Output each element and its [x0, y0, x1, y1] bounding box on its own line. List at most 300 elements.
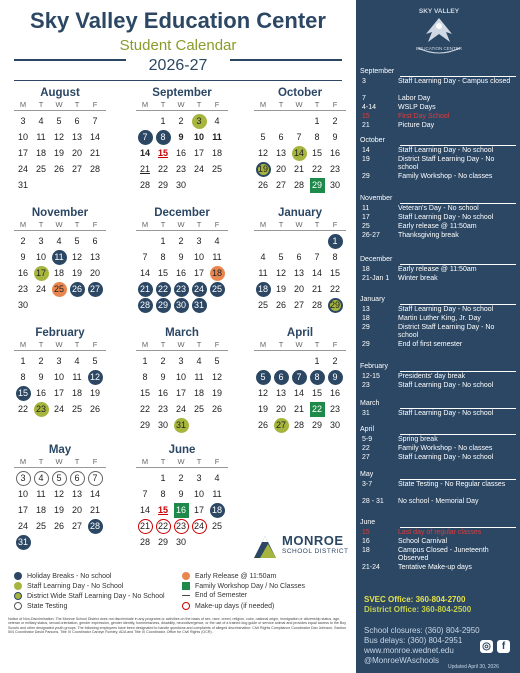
day-cell: 11: [258, 268, 268, 278]
event-text: District Staff Learning Day - No school: [398, 324, 495, 339]
legend-item: [14, 602, 67, 610]
day-cell: 12: [211, 372, 222, 382]
day-cell: 27: [293, 300, 304, 310]
day-cell: 10: [193, 132, 204, 142]
weekday-label: M: [141, 100, 149, 109]
day-cell: 31: [174, 418, 189, 433]
weekday-header: [136, 220, 228, 231]
weekday-header: [136, 340, 228, 351]
weekday-label: F: [214, 457, 220, 466]
weekday-header: [14, 100, 106, 111]
day-cell: 11: [212, 132, 222, 142]
event-date: 21-24: [362, 564, 380, 571]
day-cell: 22: [310, 402, 325, 417]
website-link[interactable]: www.monroe.wednet.edu: [364, 646, 454, 655]
events-month-rule: [400, 304, 516, 305]
day-cell: 5: [214, 356, 220, 366]
day-cell: 3: [56, 356, 62, 366]
event-text: Thanksgiving break: [398, 232, 459, 239]
day-cell: 6: [278, 132, 284, 142]
events-month-rule: [400, 434, 516, 435]
day-cell: 23: [174, 282, 189, 297]
day-cell: 7: [92, 116, 98, 126]
day-cell: 2: [38, 356, 44, 366]
event-text: Picture Day: [398, 122, 435, 129]
weekday-label: M: [19, 340, 27, 349]
day-cell: 10: [17, 132, 28, 142]
legend-swatch-icon: [14, 592, 22, 600]
event-text: Staff Learning Day - No school: [398, 382, 494, 389]
day-cell: 8: [156, 130, 171, 145]
day-cell: 1: [314, 356, 320, 366]
month-name: December: [154, 207, 210, 219]
day-cell: 20: [71, 148, 82, 158]
weekday-label: W: [295, 100, 303, 109]
weekday-label: T: [160, 100, 166, 109]
day-cell: 12: [257, 388, 268, 398]
events-month-heading: May: [360, 471, 374, 478]
weekday-label: M: [19, 100, 27, 109]
day-cell: 29: [157, 180, 168, 190]
day-cell: 30: [174, 298, 189, 313]
day-cell: 16: [174, 503, 189, 518]
weekday-label: F: [92, 457, 98, 466]
legend-swatch-icon: [182, 582, 190, 590]
day-cell: 14: [139, 505, 150, 515]
event-date: 13: [362, 306, 370, 313]
day-cell: 22: [329, 284, 340, 294]
day-cell: 11: [72, 372, 82, 382]
day-cell: 26: [275, 300, 286, 310]
day-cell: 4: [74, 356, 80, 366]
day-cell: 2: [332, 356, 338, 366]
mountain-logo-icon: [252, 530, 278, 560]
month-name: February: [35, 327, 85, 339]
event-date: 23: [362, 382, 370, 389]
day-cell: 24: [35, 284, 46, 294]
weekday-label: T: [278, 220, 284, 229]
day-cell: 2: [20, 236, 26, 246]
event-text: Spring break: [398, 436, 438, 443]
event-text: Last day of regular classes: [398, 529, 482, 536]
day-cell: 11: [212, 252, 222, 262]
title-rule-right: [230, 59, 342, 61]
day-cell: 28: [293, 180, 304, 190]
weekday-label: T: [74, 100, 80, 109]
day-cell: 31: [192, 298, 207, 313]
weekday-label: M: [259, 340, 267, 349]
day-cell: 22: [311, 164, 322, 174]
weekday-label: T: [196, 340, 202, 349]
day-cell: 13: [293, 268, 304, 278]
day-cell: 4: [260, 252, 266, 262]
day-cell: 22: [157, 164, 168, 174]
day-cell: 27: [274, 418, 289, 433]
day-cell: 21: [138, 282, 153, 297]
weekday-label: W: [55, 220, 63, 229]
event-date: 21: [362, 122, 370, 129]
event-text: Family Workshop - No classes: [398, 445, 493, 452]
day-grid: [254, 114, 346, 194]
day-cell: 17: [193, 505, 204, 515]
bus-delays-phone: Bus delays: (360) 804-2951: [364, 636, 463, 645]
day-cell: 9: [178, 489, 184, 499]
day-cell: 18: [210, 503, 225, 518]
event-text: Staff Learning Day - No school: [398, 214, 494, 221]
event-date: 29: [362, 173, 370, 180]
legend-label: End of Semester: [195, 592, 248, 599]
day-cell: 1: [328, 234, 343, 249]
day-cell: 2: [160, 356, 166, 366]
day-cell: 1: [160, 236, 166, 246]
weekday-header: [254, 100, 346, 111]
weekday-label: W: [295, 220, 303, 229]
day-cell: 7: [138, 130, 153, 145]
weekday-label: W: [55, 340, 63, 349]
day-cell: 14: [292, 146, 307, 161]
day-cell: 16: [157, 388, 168, 398]
events-month-heading: April: [360, 426, 375, 433]
event-date: 18: [362, 266, 370, 273]
day-cell: 5: [260, 132, 266, 142]
day-cell: 4: [56, 236, 62, 246]
day-cell: 27: [88, 282, 103, 297]
day-cell: 24: [192, 282, 207, 297]
updated-date: Updated April 30, 2026: [448, 664, 499, 670]
day-cell: 23: [17, 284, 28, 294]
legend-label: District Wide Staff Learning Day - No School: [27, 592, 165, 600]
weekday-label: T: [314, 340, 320, 349]
day-cell: 23: [175, 164, 186, 174]
event-date: 16: [362, 538, 370, 545]
day-cell: 7: [314, 252, 320, 262]
event-text: Staff Learning Day - No school: [398, 410, 494, 417]
day-cell: 20: [275, 164, 286, 174]
day-cell: 19: [256, 162, 271, 177]
events-month-rule: [400, 264, 516, 265]
day-cell: 25: [211, 521, 222, 531]
day-cell: 20: [275, 404, 286, 414]
day-cell: 7: [292, 370, 307, 385]
event-text: Staff Learning Day - No school: [398, 454, 494, 461]
day-cell: 15: [157, 505, 168, 515]
day-cell: 24: [17, 521, 28, 531]
day-cell: 27: [275, 180, 286, 190]
event-text: Campus Closed - Juneteenth Observed: [398, 547, 489, 562]
weekday-label: F: [332, 340, 338, 349]
weekday-header: [14, 340, 106, 351]
facebook-icon[interactable]: f: [497, 640, 510, 653]
event-date: 7: [362, 95, 366, 102]
weekday-label: T: [38, 340, 44, 349]
day-cell: 1: [142, 356, 148, 366]
day-cell: 10: [175, 372, 186, 382]
day-cell: 12: [88, 370, 103, 385]
day-cell: 24: [17, 164, 28, 174]
event-date: 12-15: [362, 373, 380, 380]
month-name: June: [168, 444, 196, 456]
event-text: WSLP Days: [398, 104, 436, 111]
weekday-header: [136, 100, 228, 111]
svec-logo-bottom: EDUCATION CENTER: [416, 46, 462, 51]
day-cell: 25: [257, 300, 268, 310]
day-cell: 2: [332, 116, 338, 126]
day-cell: 15: [16, 386, 31, 401]
day-cell: 21: [293, 404, 304, 414]
month-jan: [254, 206, 346, 314]
legend-item: [182, 602, 274, 610]
weekday-label: W: [177, 100, 185, 109]
month-name: May: [48, 444, 72, 456]
day-cell: 25: [52, 282, 67, 297]
day-cell: 15: [311, 148, 322, 158]
day-cell: 29: [328, 298, 343, 313]
logo-name: MONROE: [282, 533, 344, 548]
month-dec: [136, 206, 228, 314]
day-cell: 13: [275, 388, 286, 398]
day-cell: 15: [311, 388, 322, 398]
day-cell: 8: [332, 252, 338, 262]
day-cell: 14: [311, 268, 322, 278]
day-cell: 28: [311, 300, 322, 310]
event-date: 15: [362, 529, 370, 536]
day-cell: 19: [71, 268, 82, 278]
events-month-rule: [400, 203, 516, 204]
day-cell: 18: [53, 268, 64, 278]
weekday-label: W: [177, 340, 185, 349]
day-cell: 12: [71, 252, 82, 262]
event-date: 22: [362, 445, 370, 452]
event-text: District Staff Learning Day - No school: [398, 156, 495, 171]
day-cell: 18: [35, 505, 46, 515]
day-cell: 28: [138, 298, 153, 313]
events-month-heading: November: [360, 195, 393, 202]
events-month-rule: [400, 76, 516, 77]
day-cell: 8: [160, 252, 166, 262]
legend-label: Make-up days (if needed): [195, 602, 275, 610]
day-cell: 15: [157, 148, 168, 158]
weekday-label: T: [160, 340, 166, 349]
day-cell: 25: [35, 521, 46, 531]
month-sep: [136, 86, 228, 194]
day-cell: 29: [157, 537, 168, 547]
day-cell: 28: [293, 420, 304, 430]
day-cell: 5: [256, 370, 271, 385]
day-cell: 3: [196, 236, 202, 246]
day-cell: 19: [53, 505, 64, 515]
day-cell: 28: [139, 180, 150, 190]
event-date: 15: [362, 113, 370, 120]
day-cell: 1: [160, 473, 166, 483]
event-date: 11: [362, 205, 370, 212]
day-cell: 26: [53, 521, 64, 531]
day-grid: [254, 234, 346, 314]
day-grid: [136, 114, 228, 194]
day-cell: 27: [71, 521, 82, 531]
day-cell: 3: [16, 471, 31, 486]
day-cell: 29: [310, 178, 325, 193]
day-cell: 26: [89, 404, 100, 414]
events-month-heading: September: [360, 68, 395, 75]
day-cell: 4: [196, 356, 202, 366]
weekday-label: W: [295, 340, 303, 349]
day-cell: 22: [156, 519, 171, 534]
day-cell: 4: [214, 116, 220, 126]
day-cell: 7: [142, 252, 148, 262]
event-text: Staff Learning Day - No school: [398, 147, 494, 154]
day-cell: 18: [256, 282, 271, 297]
day-cell: 7: [296, 132, 302, 142]
weekday-label: M: [259, 220, 267, 229]
weekday-label: T: [278, 100, 284, 109]
event-text: State Testing - No Regular classes: [398, 481, 506, 488]
day-cell: 26: [211, 404, 222, 414]
legend-item: [14, 592, 165, 600]
monroe-logo: [252, 528, 352, 562]
weekday-label: T: [314, 220, 320, 229]
weekday-header: [254, 220, 346, 231]
day-cell: 5: [74, 236, 80, 246]
weekday-label: T: [74, 457, 80, 466]
event-date: 21-Jan 1: [362, 275, 390, 282]
legend-item: [182, 572, 276, 580]
day-cell: 30: [329, 420, 340, 430]
weekday-label: F: [92, 220, 98, 229]
day-cell: 14: [139, 148, 150, 158]
day-cell: 21: [139, 164, 150, 174]
event-date: 19: [362, 156, 370, 163]
event-date: 17: [362, 214, 370, 221]
social-handle[interactable]: @MonroeWAschools: [364, 656, 439, 665]
day-cell: 1: [160, 116, 166, 126]
page-subtitle: Student Calendar: [119, 37, 237, 54]
weekday-label: F: [214, 220, 220, 229]
day-cell: 12: [53, 489, 64, 499]
event-date: 4-14: [362, 104, 377, 111]
day-cell: 11: [36, 132, 46, 142]
day-cell: 17: [193, 268, 204, 278]
day-cell: 14: [293, 388, 304, 398]
event-text: First Day School: [398, 113, 450, 120]
month-mar: [136, 326, 228, 434]
day-cell: 23: [329, 404, 340, 414]
day-grid: [136, 471, 228, 551]
day-cell: 2: [178, 116, 184, 126]
legend-label: Holiday Breaks - No school: [27, 572, 112, 580]
day-cell: 18: [193, 388, 204, 398]
event-date: 29: [362, 324, 370, 331]
day-cell: 30: [157, 420, 168, 430]
day-grid: [14, 114, 106, 194]
weekday-label: F: [214, 340, 220, 349]
event-text: Veteran's Day - No school: [398, 205, 479, 212]
day-cell: 30: [329, 180, 340, 190]
weekday-label: F: [214, 100, 220, 109]
day-grid: [14, 354, 106, 418]
legend-label: Family Workshop Day / No Classes: [195, 582, 305, 590]
event-date: 29: [362, 341, 370, 348]
day-cell: 16: [175, 268, 186, 278]
day-cell: 15: [139, 388, 150, 398]
day-cell: 5: [92, 356, 98, 366]
event-text: No school - Memorial Day: [398, 498, 479, 505]
day-cell: 20: [89, 268, 100, 278]
legend-label: Staff Learning Day - No School: [27, 582, 124, 590]
day-cell: 16: [35, 388, 46, 398]
title-rule-left: [14, 59, 126, 61]
events-month-rule: [400, 145, 516, 146]
event-text: Winter break: [398, 275, 438, 282]
weekday-label: T: [38, 457, 44, 466]
day-cell: 6: [296, 252, 302, 262]
day-cell: 19: [89, 388, 100, 398]
event-date: 3: [362, 78, 366, 85]
day-cell: 14: [139, 268, 150, 278]
day-cell: 11: [52, 250, 67, 265]
day-cell: 3: [196, 473, 202, 483]
day-cell: 8: [160, 489, 166, 499]
day-cell: 17: [175, 388, 186, 398]
day-cell: 16: [329, 148, 340, 158]
day-cell: 9: [160, 372, 166, 382]
legend-swatch-icon: [182, 602, 190, 610]
event-date: 5-9: [362, 436, 373, 443]
legend-swatch-icon: [182, 572, 190, 580]
day-cell: 30: [175, 537, 186, 547]
day-cell: 18: [35, 148, 46, 158]
event-text: Labor Day: [398, 95, 431, 102]
day-cell: 24: [193, 164, 204, 174]
legend-swatch-icon: [14, 602, 22, 610]
day-cell: 15: [157, 268, 168, 278]
day-cell: 28: [88, 519, 103, 534]
day-cell: 11: [36, 489, 46, 499]
day-cell: 27: [71, 164, 82, 174]
weekday-label: T: [196, 220, 202, 229]
page-title: Sky Valley Education Center: [30, 8, 326, 33]
day-cell: 24: [53, 404, 64, 414]
day-cell: 28: [139, 537, 150, 547]
day-cell: 22: [139, 404, 150, 414]
day-cell: 8: [142, 372, 148, 382]
day-cell: 3: [192, 114, 207, 129]
instagram-icon[interactable]: ◎: [480, 640, 493, 653]
month-name: April: [286, 327, 314, 339]
weekday-label: T: [314, 100, 320, 109]
day-cell: 21: [89, 148, 100, 158]
event-text: Early release @ 11:50am: [398, 266, 477, 273]
day-cell: 5: [52, 471, 67, 486]
event-text: Staff Learning Day - No school: [398, 306, 494, 313]
day-cell: 8: [314, 132, 320, 142]
day-cell: 3: [20, 116, 26, 126]
weekday-label: M: [141, 220, 149, 229]
day-cell: 21: [293, 164, 304, 174]
weekday-label: F: [332, 220, 338, 229]
day-cell: 22: [17, 404, 28, 414]
day-cell: 10: [35, 252, 46, 262]
day-cell: 18: [211, 148, 222, 158]
weekday-label: T: [38, 220, 44, 229]
weekday-label: T: [160, 457, 166, 466]
weekday-label: M: [19, 457, 27, 466]
day-grid: [14, 471, 106, 551]
event-date: 14: [362, 147, 370, 154]
weekday-label: T: [278, 340, 284, 349]
weekday-header: [14, 220, 106, 231]
month-apr: [254, 326, 346, 434]
legend-item: [14, 582, 123, 590]
